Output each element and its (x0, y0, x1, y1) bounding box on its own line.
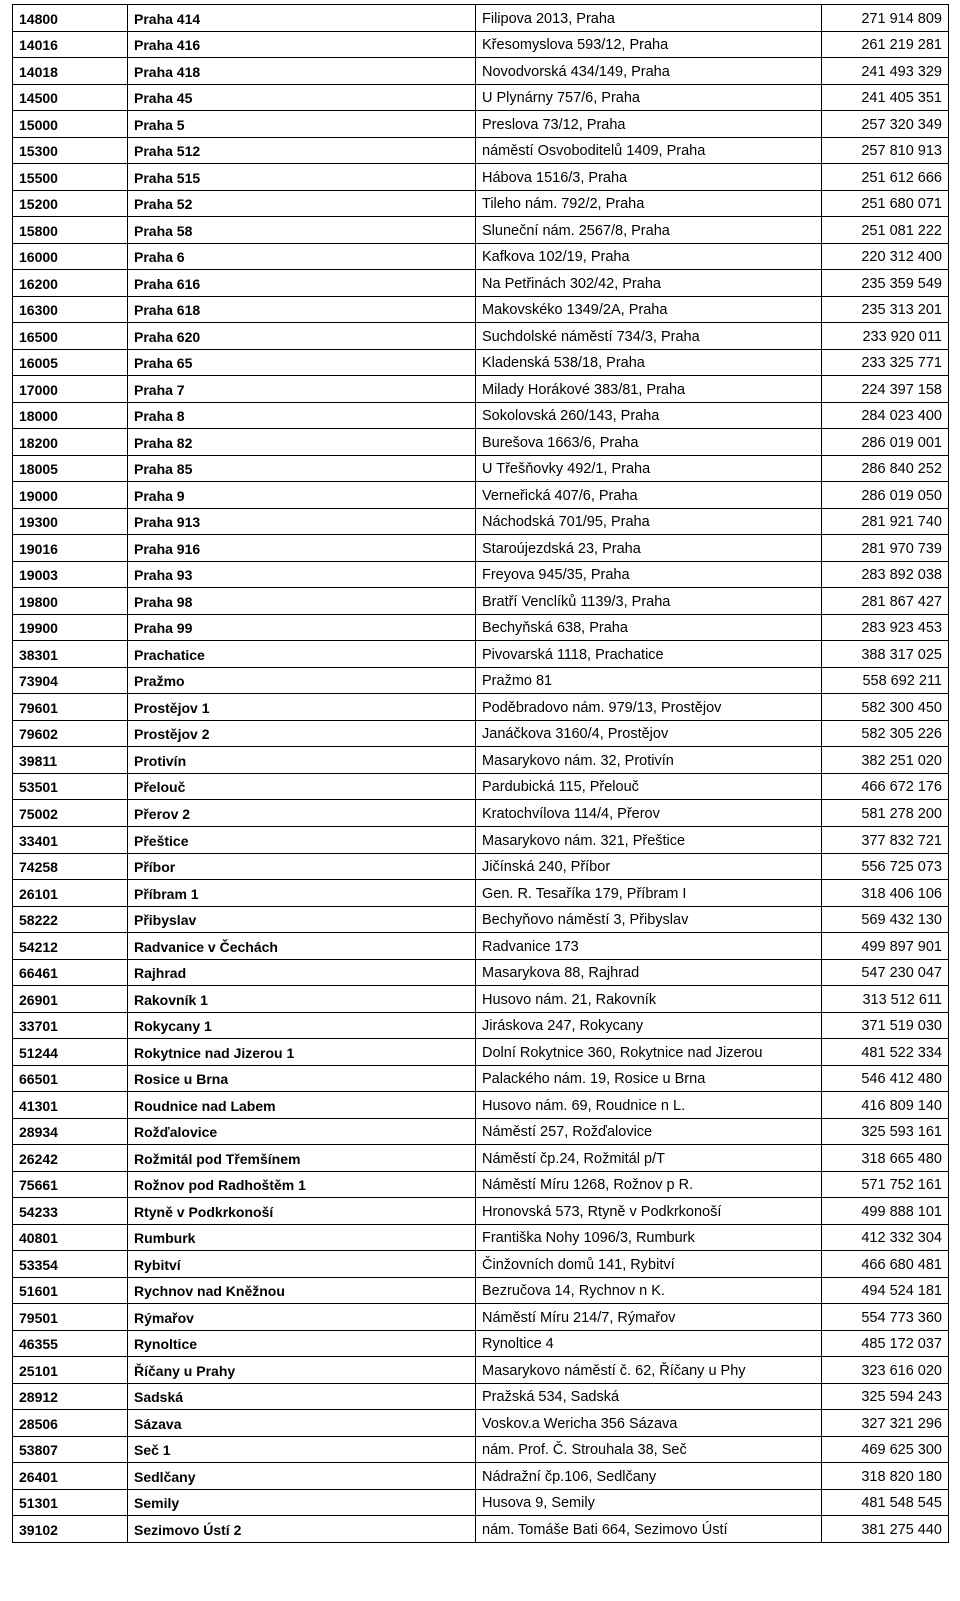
address-cell: Na Petřinách 302/42, Praha (476, 270, 822, 297)
postal-code-cell: 14016 (13, 31, 128, 58)
table-row (13, 482, 949, 509)
address-cell: Voskov.a Wericha 356 Sázava (476, 1410, 822, 1437)
phone-cell: 325 594 243 (822, 1383, 949, 1410)
postal-code-cell: 26401 (13, 1463, 128, 1490)
postal-code-cell: 79501 (13, 1304, 128, 1331)
postal-code-cell: 18000 (13, 402, 128, 429)
postal-code-cell: 33401 (13, 826, 128, 853)
table-row (13, 270, 949, 297)
address-cell: Činžovních domů 141, Rybitví (476, 1251, 822, 1278)
postal-code-cell: 58222 (13, 906, 128, 933)
office-name-cell: Praha 616 (128, 270, 476, 297)
address-cell: Poděbradovo nám. 979/13, Prostějov (476, 694, 822, 721)
address-cell: Jiráskova 247, Rokycany (476, 1012, 822, 1039)
phone-cell: 235 359 549 (822, 270, 949, 297)
office-name-cell: Praha 9 (128, 482, 476, 509)
table-row (13, 694, 949, 721)
postal-code-cell: 75661 (13, 1171, 128, 1198)
table-row (13, 349, 949, 376)
address-cell: Palackého nám. 19, Rosice u Brna (476, 1065, 822, 1092)
address-cell: Kladenská 538/18, Praha (476, 349, 822, 376)
postal-code-cell: 51301 (13, 1489, 128, 1516)
office-name-cell: Rokytnice nad Jizerou 1 (128, 1039, 476, 1066)
office-name-cell: Praha 45 (128, 84, 476, 111)
office-name-cell: Rtyně v Podkrkonoší (128, 1198, 476, 1225)
table-row (13, 1383, 949, 1410)
phone-cell: 235 313 201 (822, 296, 949, 323)
table-row (13, 667, 949, 694)
postal-code-cell: 33701 (13, 1012, 128, 1039)
office-name-cell: Přerov 2 (128, 800, 476, 827)
address-cell: Burešova 1663/6, Praha (476, 429, 822, 456)
address-cell: Radvanice 173 (476, 933, 822, 960)
table-row (13, 1198, 949, 1225)
table-row (13, 1304, 949, 1331)
postal-code-cell: 38301 (13, 641, 128, 668)
postal-code-cell: 75002 (13, 800, 128, 827)
table-row (13, 986, 949, 1013)
table-row (13, 1224, 949, 1251)
office-name-cell: Rokycany 1 (128, 1012, 476, 1039)
table-row (13, 5, 949, 32)
postal-code-cell: 66501 (13, 1065, 128, 1092)
phone-cell: 481 548 545 (822, 1489, 949, 1516)
phone-cell: 284 023 400 (822, 402, 949, 429)
phone-cell: 371 519 030 (822, 1012, 949, 1039)
post-office-table (12, 4, 949, 1543)
postal-code-cell: 14500 (13, 84, 128, 111)
phone-cell: 485 172 037 (822, 1330, 949, 1357)
office-name-cell: Rajhrad (128, 959, 476, 986)
table-row (13, 217, 949, 244)
address-cell: U Třešňovky 492/1, Praha (476, 455, 822, 482)
office-name-cell: Příbor (128, 853, 476, 880)
postal-code-cell: 14800 (13, 5, 128, 32)
postal-code-cell: 51601 (13, 1277, 128, 1304)
table-row (13, 455, 949, 482)
postal-code-cell: 18005 (13, 455, 128, 482)
postal-code-cell: 26242 (13, 1145, 128, 1172)
postal-code-cell: 16000 (13, 243, 128, 270)
address-cell: Náchodská 701/95, Praha (476, 508, 822, 535)
address-cell: Janáčkova 3160/4, Prostějov (476, 720, 822, 747)
office-name-cell: Radvanice v Čechách (128, 933, 476, 960)
postal-code-cell: 54233 (13, 1198, 128, 1225)
phone-cell: 327 321 296 (822, 1410, 949, 1437)
phone-cell: 499 897 901 (822, 933, 949, 960)
phone-cell: 466 672 176 (822, 773, 949, 800)
phone-cell: 325 593 161 (822, 1118, 949, 1145)
table-row (13, 31, 949, 58)
phone-cell: 556 725 073 (822, 853, 949, 880)
address-cell: Masarykovo náměstí č. 62, Říčany u Phy (476, 1357, 822, 1384)
phone-cell: 257 810 913 (822, 137, 949, 164)
address-cell: Pražmo 81 (476, 667, 822, 694)
address-cell: Makovskéko 1349/2A, Praha (476, 296, 822, 323)
postal-code-cell: 15800 (13, 217, 128, 244)
office-name-cell: Praha 5 (128, 111, 476, 138)
postal-code-cell: 15200 (13, 190, 128, 217)
table-row (13, 614, 949, 641)
address-cell: Sluneční nám. 2567/8, Praha (476, 217, 822, 244)
phone-cell: 233 920 011 (822, 323, 949, 350)
postal-code-cell: 15500 (13, 164, 128, 191)
postal-code-cell: 16300 (13, 296, 128, 323)
phone-cell: 388 317 025 (822, 641, 949, 668)
address-cell: Kafkova 102/19, Praha (476, 243, 822, 270)
phone-cell: 251 612 666 (822, 164, 949, 191)
table-row (13, 1092, 949, 1119)
office-name-cell: Rybitví (128, 1251, 476, 1278)
phone-cell: 381 275 440 (822, 1516, 949, 1543)
phone-cell: 499 888 101 (822, 1198, 949, 1225)
phone-cell: 283 892 038 (822, 561, 949, 588)
phone-cell: 313 512 611 (822, 986, 949, 1013)
office-name-cell: Příbram 1 (128, 880, 476, 907)
address-cell: Staroújezdská 23, Praha (476, 535, 822, 562)
phone-cell: 546 412 480 (822, 1065, 949, 1092)
table-row (13, 933, 949, 960)
address-cell: Husovo nám. 69, Roudnice n L. (476, 1092, 822, 1119)
phone-cell: 558 692 211 (822, 667, 949, 694)
office-name-cell: Praha 52 (128, 190, 476, 217)
phone-cell: 466 680 481 (822, 1251, 949, 1278)
table-row (13, 800, 949, 827)
phone-cell: 571 752 161 (822, 1171, 949, 1198)
address-cell: Husovo nám. 21, Rakovník (476, 986, 822, 1013)
office-name-cell: Praha 99 (128, 614, 476, 641)
phone-cell: 261 219 281 (822, 31, 949, 58)
office-name-cell: Praha 618 (128, 296, 476, 323)
address-cell: Sokolovská 260/143, Praha (476, 402, 822, 429)
table-row (13, 906, 949, 933)
table-row (13, 1463, 949, 1490)
phone-cell: 554 773 360 (822, 1304, 949, 1331)
office-name-cell: Sedlčany (128, 1463, 476, 1490)
office-name-cell: Protivín (128, 747, 476, 774)
office-name-cell: Říčany u Prahy (128, 1357, 476, 1384)
postal-code-cell: 15000 (13, 111, 128, 138)
address-cell: Milady Horákové 383/81, Praha (476, 376, 822, 403)
phone-cell: 323 616 020 (822, 1357, 949, 1384)
postal-code-cell: 53354 (13, 1251, 128, 1278)
address-cell: Bezručova 14, Rychnov n K. (476, 1277, 822, 1304)
table-row (13, 323, 949, 350)
address-cell: Hronovská 573, Rtyně v Podkrkonoší (476, 1198, 822, 1225)
table-row (13, 1118, 949, 1145)
postal-code-cell: 28912 (13, 1383, 128, 1410)
office-name-cell: Praha 913 (128, 508, 476, 535)
address-cell: Gen. R. Tesaříka 179, Příbram I (476, 880, 822, 907)
table-row (13, 1251, 949, 1278)
address-cell: Nádražní čp.106, Sedlčany (476, 1463, 822, 1490)
address-cell: Náměstí 257, Rožďalovice (476, 1118, 822, 1145)
table-row (13, 137, 949, 164)
address-cell: nám. Prof. Č. Strouhala 38, Seč (476, 1436, 822, 1463)
office-name-cell: Semily (128, 1489, 476, 1516)
office-name-cell: Sezimovo Ústí 2 (128, 1516, 476, 1543)
address-cell: Freyova 945/35, Praha (476, 561, 822, 588)
phone-cell: 416 809 140 (822, 1092, 949, 1119)
phone-cell: 241 405 351 (822, 84, 949, 111)
phone-cell: 494 524 181 (822, 1277, 949, 1304)
office-name-cell: Sadská (128, 1383, 476, 1410)
address-cell: Novodvorská 434/149, Praha (476, 58, 822, 85)
postal-code-cell: 53501 (13, 773, 128, 800)
table-row (13, 376, 949, 403)
phone-cell: 581 278 200 (822, 800, 949, 827)
phone-cell: 481 522 334 (822, 1039, 949, 1066)
table-row (13, 164, 949, 191)
office-name-cell: Praha 515 (128, 164, 476, 191)
address-cell: Františka Nohy 1096/3, Rumburk (476, 1224, 822, 1251)
phone-cell: 251 680 071 (822, 190, 949, 217)
address-cell: Tileho nám. 792/2, Praha (476, 190, 822, 217)
table-row (13, 880, 949, 907)
address-cell: Bratří Venclíků 1139/3, Praha (476, 588, 822, 615)
office-name-cell: Praha 418 (128, 58, 476, 85)
postal-code-cell: 39102 (13, 1516, 128, 1543)
office-name-cell: Praha 98 (128, 588, 476, 615)
postal-code-cell: 79602 (13, 720, 128, 747)
office-name-cell: Přelouč (128, 773, 476, 800)
address-cell: Kratochvílova 114/4, Přerov (476, 800, 822, 827)
table-row (13, 641, 949, 668)
postal-code-cell: 19000 (13, 482, 128, 509)
phone-cell: 469 625 300 (822, 1436, 949, 1463)
office-name-cell: Praha 6 (128, 243, 476, 270)
address-cell: Husova 9, Semily (476, 1489, 822, 1516)
address-cell: Pražská 534, Sadská (476, 1383, 822, 1410)
address-cell: Náměstí Míru 1268, Rožnov p R. (476, 1171, 822, 1198)
address-cell: Jičínská 240, Příbor (476, 853, 822, 880)
table-row (13, 1012, 949, 1039)
phone-cell: 582 305 226 (822, 720, 949, 747)
table-row (13, 1277, 949, 1304)
phone-cell: 233 325 771 (822, 349, 949, 376)
address-cell: U Plynárny 757/6, Praha (476, 84, 822, 111)
address-cell: náměstí Osvoboditelů 1409, Praha (476, 137, 822, 164)
phone-cell: 224 397 158 (822, 376, 949, 403)
office-name-cell: Praha 512 (128, 137, 476, 164)
office-name-cell: Rožďalovice (128, 1118, 476, 1145)
postal-code-cell: 16500 (13, 323, 128, 350)
office-name-cell: Přibyslav (128, 906, 476, 933)
table-row (13, 1410, 949, 1437)
table-row (13, 1039, 949, 1066)
postal-code-cell: 54212 (13, 933, 128, 960)
phone-cell: 582 300 450 (822, 694, 949, 721)
address-cell: Masarykovo nám. 32, Protivín (476, 747, 822, 774)
office-name-cell: Praha 85 (128, 455, 476, 482)
postal-code-cell: 28934 (13, 1118, 128, 1145)
table-row (13, 402, 949, 429)
address-cell: Verneřická 407/6, Praha (476, 482, 822, 509)
table-row (13, 296, 949, 323)
phone-cell: 318 820 180 (822, 1463, 949, 1490)
office-name-cell: Přeštice (128, 826, 476, 853)
phone-cell: 286 840 252 (822, 455, 949, 482)
office-name-cell: Prostějov 1 (128, 694, 476, 721)
address-cell: Křesomyslova 593/12, Praha (476, 31, 822, 58)
table-row (13, 1489, 949, 1516)
postal-code-cell: 66461 (13, 959, 128, 986)
postal-code-cell: 19016 (13, 535, 128, 562)
postal-code-cell: 19800 (13, 588, 128, 615)
post-office-list (12, 4, 948, 1543)
phone-cell: 257 320 349 (822, 111, 949, 138)
table-body (13, 5, 949, 1543)
office-name-cell: Prachatice (128, 641, 476, 668)
postal-code-cell: 28506 (13, 1410, 128, 1437)
office-name-cell: Praha 416 (128, 31, 476, 58)
office-name-cell: Praha 58 (128, 217, 476, 244)
phone-cell: 382 251 020 (822, 747, 949, 774)
address-cell: Filipova 2013, Praha (476, 5, 822, 32)
address-cell: Náměstí Míru 214/7, Rýmařov (476, 1304, 822, 1331)
table-row (13, 826, 949, 853)
postal-code-cell: 79601 (13, 694, 128, 721)
table-row (13, 1171, 949, 1198)
address-cell: Preslova 73/12, Praha (476, 111, 822, 138)
office-name-cell: Pražmo (128, 667, 476, 694)
table-row (13, 1145, 949, 1172)
phone-cell: 283 923 453 (822, 614, 949, 641)
table-row (13, 243, 949, 270)
address-cell: Pivovarská 1118, Prachatice (476, 641, 822, 668)
phone-cell: 220 312 400 (822, 243, 949, 270)
office-name-cell: Rumburk (128, 1224, 476, 1251)
office-name-cell: Roudnice nad Labem (128, 1092, 476, 1119)
office-name-cell: Praha 93 (128, 561, 476, 588)
office-name-cell: Sázava (128, 1410, 476, 1437)
phone-cell: 412 332 304 (822, 1224, 949, 1251)
table-row (13, 959, 949, 986)
address-cell: Masarykovo nám. 321, Přeštice (476, 826, 822, 853)
phone-cell: 281 970 739 (822, 535, 949, 562)
office-name-cell: Praha 8 (128, 402, 476, 429)
address-cell: Suchdolské náměstí 734/3, Praha (476, 323, 822, 350)
address-cell: nám. Tomáše Bati 664, Sezimovo Ústí (476, 1516, 822, 1543)
table-row (13, 535, 949, 562)
table-row (13, 58, 949, 85)
table-row (13, 588, 949, 615)
phone-cell: 271 914 809 (822, 5, 949, 32)
postal-code-cell: 40801 (13, 1224, 128, 1251)
table-row (13, 190, 949, 217)
table-row (13, 561, 949, 588)
postal-code-cell: 46355 (13, 1330, 128, 1357)
postal-code-cell: 15300 (13, 137, 128, 164)
postal-code-cell: 39811 (13, 747, 128, 774)
phone-cell: 286 019 001 (822, 429, 949, 456)
phone-cell: 547 230 047 (822, 959, 949, 986)
postal-code-cell: 53807 (13, 1436, 128, 1463)
postal-code-cell: 18200 (13, 429, 128, 456)
address-cell: Rynoltice 4 (476, 1330, 822, 1357)
office-name-cell: Rožmitál pod Třemšínem (128, 1145, 476, 1172)
phone-cell: 286 019 050 (822, 482, 949, 509)
postal-code-cell: 74258 (13, 853, 128, 880)
address-cell: Masarykova 88, Rajhrad (476, 959, 822, 986)
office-name-cell: Praha 7 (128, 376, 476, 403)
office-name-cell: Praha 65 (128, 349, 476, 376)
postal-code-cell: 73904 (13, 667, 128, 694)
address-cell: Hábova 1516/3, Praha (476, 164, 822, 191)
table-row (13, 720, 949, 747)
address-cell: Pardubická 115, Přelouč (476, 773, 822, 800)
office-name-cell: Rakovník 1 (128, 986, 476, 1013)
table-row (13, 111, 949, 138)
postal-code-cell: 16005 (13, 349, 128, 376)
phone-cell: 318 406 106 (822, 880, 949, 907)
office-name-cell: Praha 414 (128, 5, 476, 32)
table-row (13, 508, 949, 535)
table-row (13, 1516, 949, 1543)
postal-code-cell: 26901 (13, 986, 128, 1013)
postal-code-cell: 41301 (13, 1092, 128, 1119)
table-row (13, 747, 949, 774)
postal-code-cell: 51244 (13, 1039, 128, 1066)
office-name-cell: Praha 620 (128, 323, 476, 350)
phone-cell: 569 432 130 (822, 906, 949, 933)
table-row (13, 84, 949, 111)
office-name-cell: Rynoltice (128, 1330, 476, 1357)
postal-code-cell: 26101 (13, 880, 128, 907)
phone-cell: 281 867 427 (822, 588, 949, 615)
table-row (13, 773, 949, 800)
phone-cell: 281 921 740 (822, 508, 949, 535)
office-name-cell: Praha 916 (128, 535, 476, 562)
office-name-cell: Rožnov pod Radhoštěm 1 (128, 1171, 476, 1198)
postal-code-cell: 16200 (13, 270, 128, 297)
office-name-cell: Rosice u Brna (128, 1065, 476, 1092)
postal-code-cell: 19900 (13, 614, 128, 641)
postal-code-cell: 19003 (13, 561, 128, 588)
postal-code-cell: 19300 (13, 508, 128, 535)
office-name-cell: Praha 82 (128, 429, 476, 456)
phone-cell: 377 832 721 (822, 826, 949, 853)
office-name-cell: Rychnov nad Kněžnou (128, 1277, 476, 1304)
address-cell: Bechyňská 638, Praha (476, 614, 822, 641)
phone-cell: 251 081 222 (822, 217, 949, 244)
table-row (13, 1357, 949, 1384)
postal-code-cell: 17000 (13, 376, 128, 403)
table-row (13, 853, 949, 880)
table-row (13, 1436, 949, 1463)
address-cell: Dolní Rokytnice 360, Rokytnice nad Jizerou (476, 1039, 822, 1066)
address-cell: Náměstí čp.24, Rožmitál p/T (476, 1145, 822, 1172)
office-name-cell: Seč 1 (128, 1436, 476, 1463)
table-row (13, 1330, 949, 1357)
office-name-cell: Rýmařov (128, 1304, 476, 1331)
table-row (13, 1065, 949, 1092)
phone-cell: 318 665 480 (822, 1145, 949, 1172)
postal-code-cell: 14018 (13, 58, 128, 85)
table-row (13, 429, 949, 456)
postal-code-cell: 25101 (13, 1357, 128, 1384)
address-cell: Bechyňovo náměstí 3, Přibyslav (476, 906, 822, 933)
phone-cell: 241 493 329 (822, 58, 949, 85)
office-name-cell: Prostějov 2 (128, 720, 476, 747)
